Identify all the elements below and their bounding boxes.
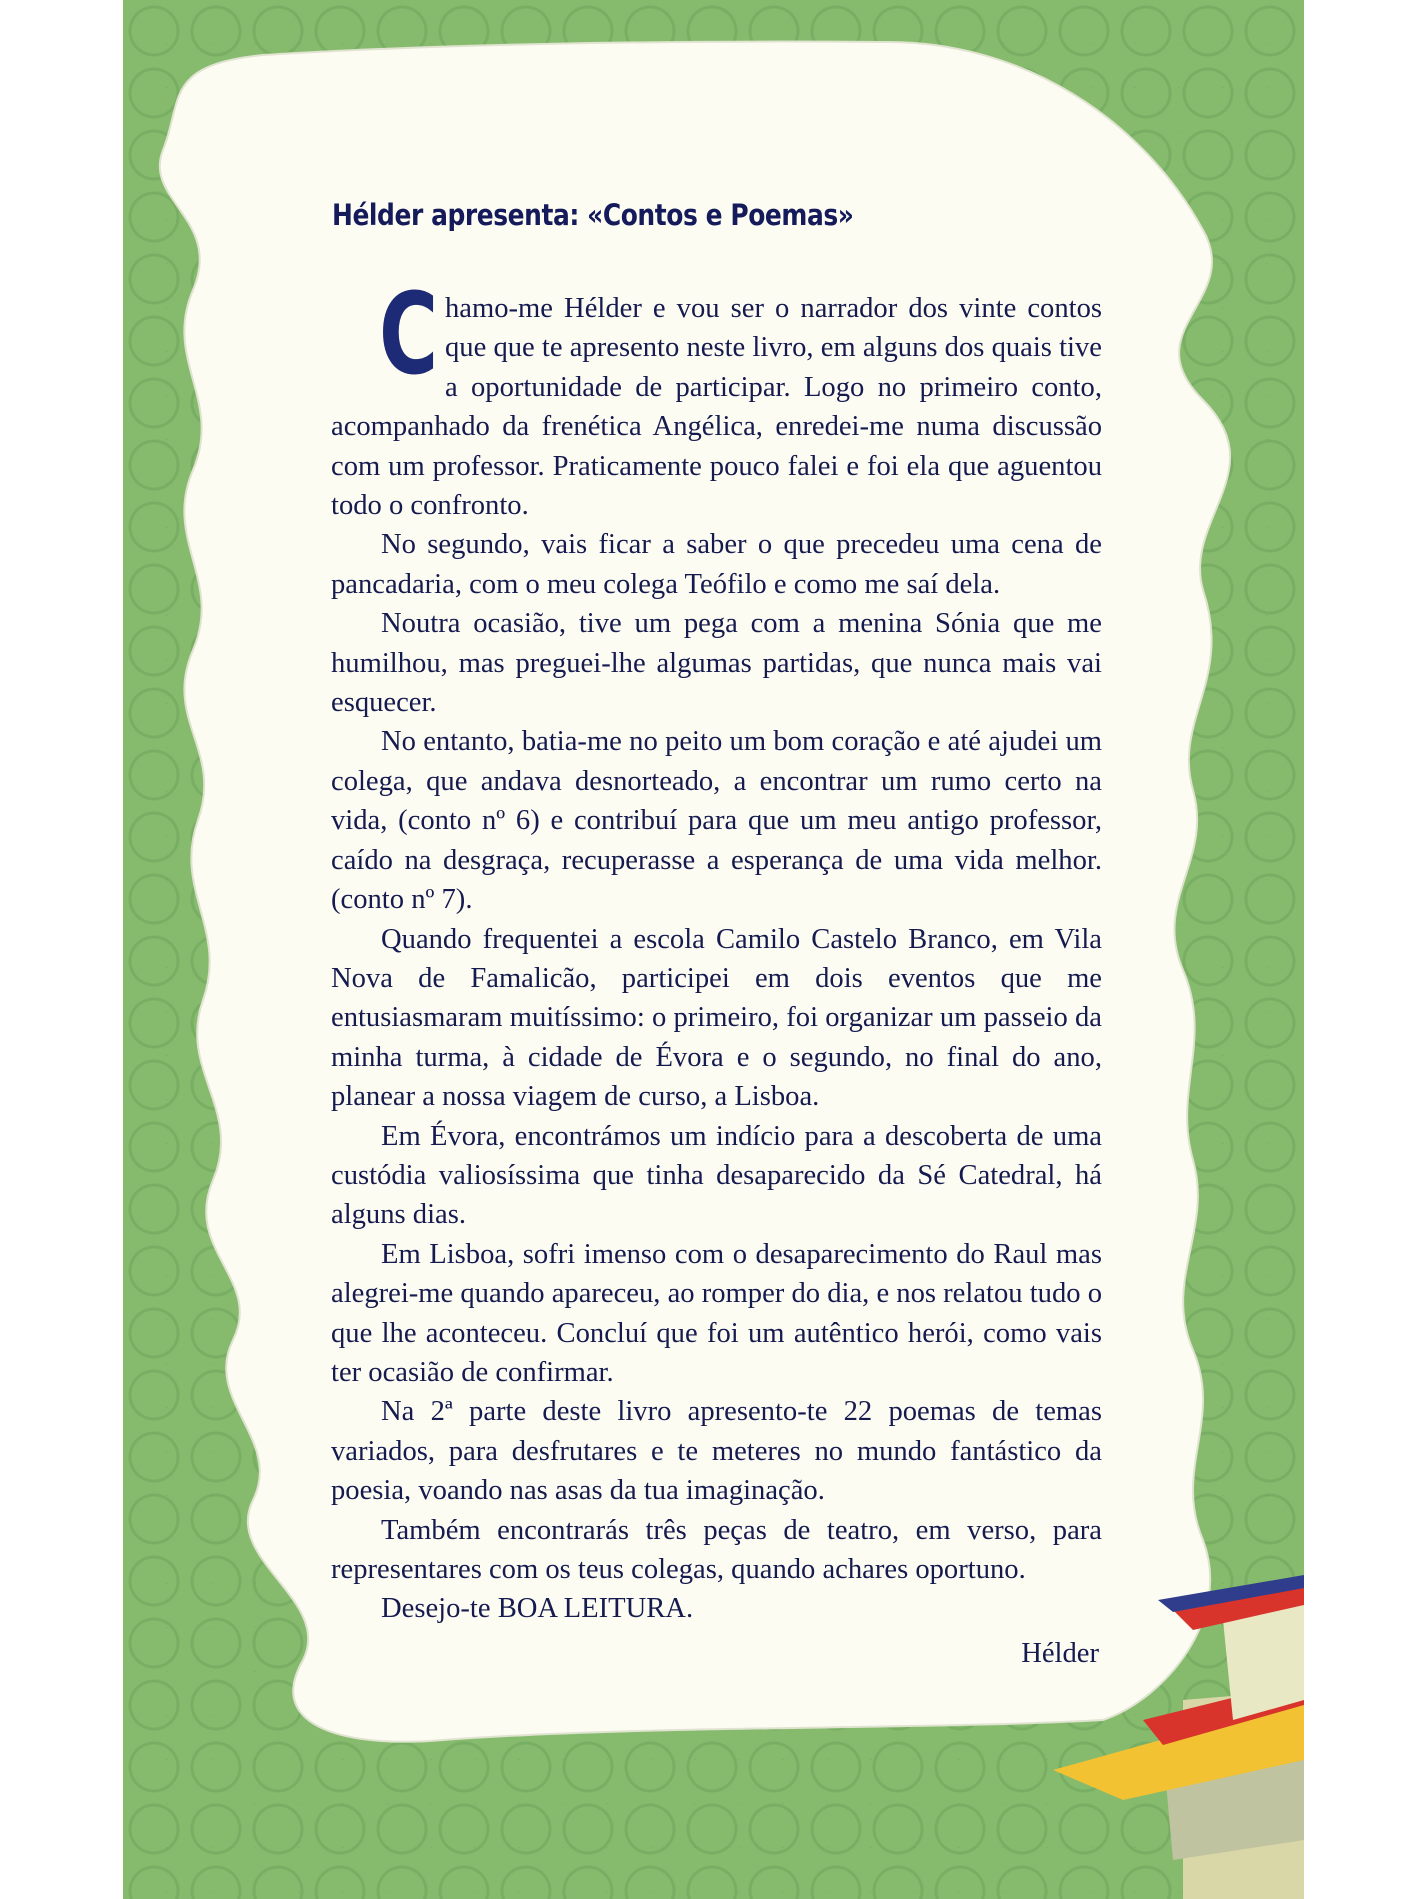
paragraph-7: Em Lisboa, sofri imenso com o desaparecimento do Raul mas alegrei-me quando apareceu, ao romper do dia, e nos relatou tudo o que lhe aconteceu. Concluí que foi um autêntico herói, como vais ter ocasião de confirmar. bbox=[331, 1238, 1102, 1388]
paragraph-9: Também encontrarás três peças de teatro, em verso, para representares com os teus colegas, quando achares oportuno. bbox=[331, 1514, 1102, 1585]
author-signature: Hélder bbox=[1021, 1638, 1099, 1669]
paragraph-8: Na 2ª parte deste livro apresento-te 22 poemas de temas variados, para desfrutares e te meteres no mundo fantástico da poesia, voando nas asas da tua imaginação. bbox=[331, 1396, 1102, 1507]
drop-cap-letter: C bbox=[379, 270, 439, 400]
paragraph-3: Noutra ocasião, tive um pega com a menina Sónia que me humilhou, mas preguei-lhe algumas partidas, que nunca mais vai esquecer. bbox=[331, 608, 1102, 719]
paragraph-1 bbox=[331, 270, 1102, 525]
paragraph-2: No segundo, vais ficar a saber o que precedeu uma cena de pancadaria, com o meu colega Teófilo e como me saí dela. bbox=[331, 529, 1102, 600]
paragraph-10: Desejo-te BOA LEITURA. bbox=[381, 1593, 694, 1625]
paragraph-6: Em Évora, encontrámos um indício para a descoberta de uma custódia valiosíssima que tinha desaparecido da Sé Catedral, há alguns dias. bbox=[331, 1120, 1102, 1231]
paragraph-1-text: hamo-me Hélder e vou ser o narrador dos vinte contos que que te apresento neste livro, em alguns dos quais tive a oportunidade de participar. Logo no primeiro conto, acompanhado da frenética Angélica, enredei-me numa discussão com um professor. Praticamente pouco falei e foi ela que aguentou todo o confronto. bbox=[331, 293, 1102, 522]
page-title: Hélder apresenta: «Contos e Poemas» bbox=[332, 198, 854, 232]
paragraph-4: No entanto, batia-me no peito um bom coração e até ajudei um colega, que andava desnorteado, a encontrar um rumo certo na vida, (conto nº 6) e contribuí para que um meu antigo professor, caído na desgraça, recuperasse a esperança de uma vida melhor. (conto nº 7). bbox=[331, 726, 1102, 916]
paragraph-5: Quando frequentei a escola Camilo Castelo Branco, em Vila Nova de Famalicão, participei em dois eventos que me entusiasmaram muitíssimo: o primeiro, foi organizar um passeio da minha turma, à cidade de Évora e o segundo, no final do ano, planear a nossa viagem de curso, a Lisboa. bbox=[331, 923, 1102, 1113]
preface-text bbox=[331, 270, 1102, 1629]
